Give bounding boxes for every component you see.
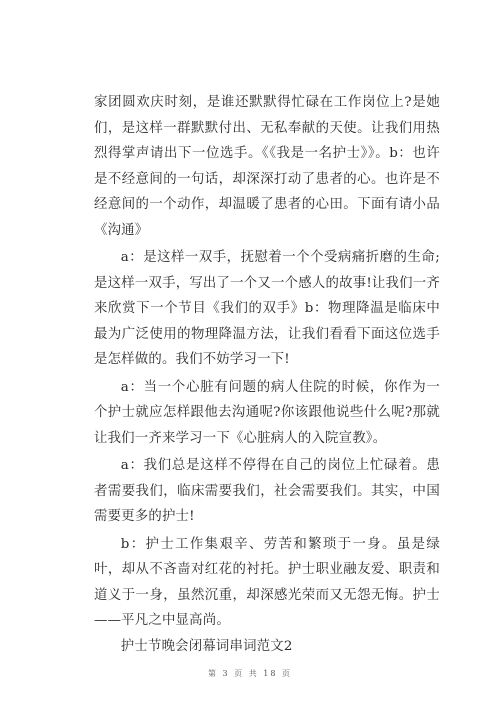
section-heading: 护士节晚会闭幕词串词范文2 xyxy=(120,638,293,654)
paragraph-4: a：我们总是这样不停得在自己的岗位上忙碌着。患者需要我们，临床需要我们，社会需要我们。其实，中国需要更多的护士! xyxy=(94,458,440,524)
page-number-footer: 第 3 页 共 18 页 xyxy=(208,669,292,678)
paragraph-2: a：是这样一双手，抚慰着一个个受病痛折磨的生命;是这样一双手，写出了一个又一个感人的故事!让我们一齐来欣赏下一个节目《我们的双手》b：物理降温是临床中最为广泛使用的物理降温方法，让我们看看下面这位选手是怎样做的。我们不妨学习一下! xyxy=(94,250,440,367)
paragraph-1: 家团圆欢庆时刻，是谁还默默得忙碌在工作岗位上?是她们，是这样一群默默付出、无私奉献的天使。让我们用热烈得掌声请出下一位选手。《《我是一名护士》》。b：也许是不经意间的一句话，却深深打动了患者的心。也许是不经意间的一个动作，却温暖了患者的心田。下面有请小品《沟通》 xyxy=(94,95,440,238)
paragraph-5: b：护士工作集艰辛、劳苦和繁琐于一身。虽是绿叶，却从不吝啬对红花的衬托。护士职业融友爱、职责和道义于一身，虽然沉重，却深感光荣而又无怨无悔。护士——平凡之中显高尚。 xyxy=(94,536,440,628)
document-body xyxy=(94,90,440,659)
paragraph-3: a：当一个心脏有问题的病人住院的时候，你作为一个护士就应怎样跟他去沟通呢?你该跟他说些什么呢?那就让我们一齐来学习一下《心脏病人的入院宣教》。 xyxy=(94,379,440,446)
